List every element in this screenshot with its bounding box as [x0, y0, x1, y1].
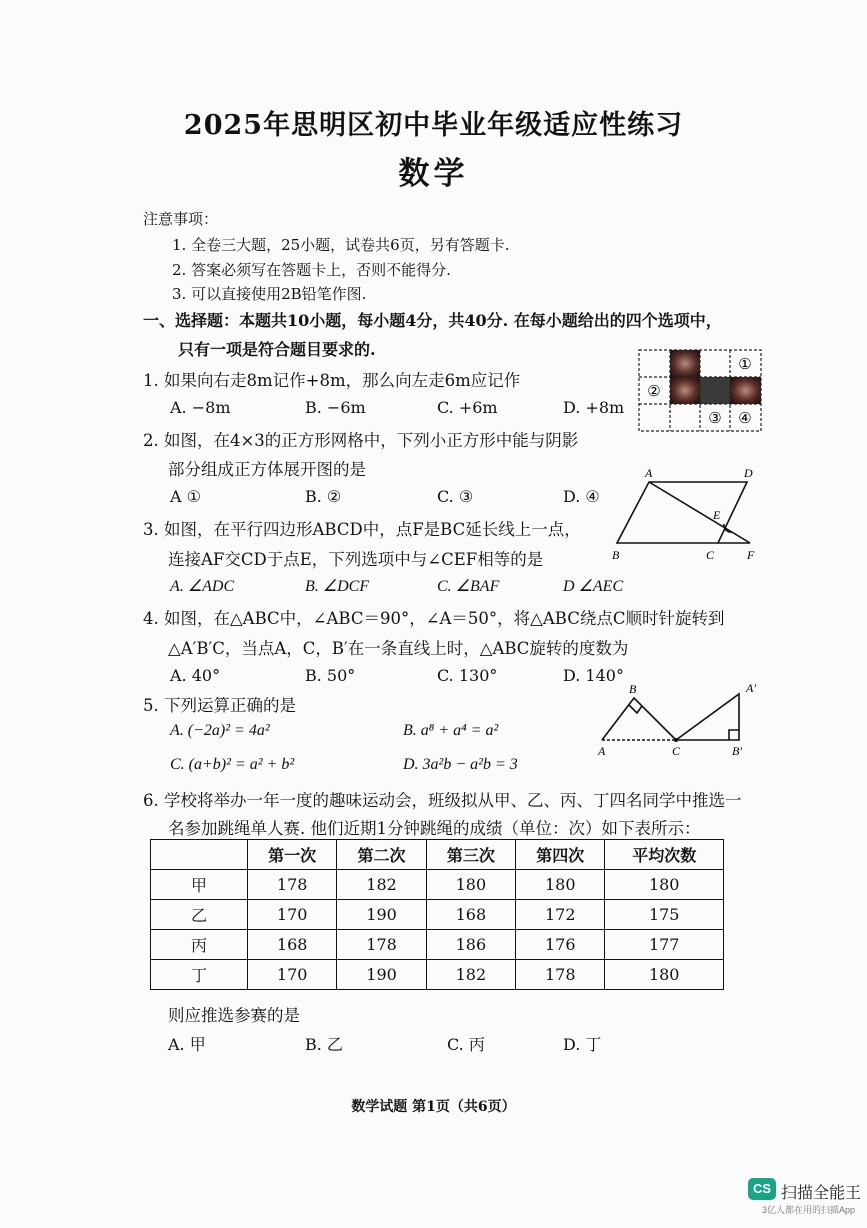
question-followup: 则应推选参赛的是 — [168, 1006, 300, 1025]
option-b: B. ② — [305, 487, 342, 506]
question-stem: 1. 如果向右走8m记作+8m，那么向左走6m应记作 — [143, 371, 521, 390]
table-cell: 190 — [337, 960, 426, 990]
table-cell: 180 — [605, 960, 724, 990]
table-cell: 190 — [337, 900, 426, 930]
option-a: A. (−2a)² = 4a² — [170, 722, 270, 739]
question-stem: 4. 如图，在△ABC中，∠ABC＝90°，∠A＝50°，将△ABC绕点C顺时针旋转到 — [143, 609, 725, 628]
point-label: C — [672, 744, 681, 758]
point-label: B′ — [732, 744, 742, 758]
option-d: D. +8m — [563, 398, 625, 417]
option-b: B. −6m — [305, 398, 366, 417]
option-d: D. 140° — [563, 666, 624, 685]
table-cell: 180 — [516, 870, 605, 900]
table-row — [151, 870, 724, 900]
shaded-square — [700, 377, 730, 404]
option-c: C. 丙 — [447, 1035, 485, 1054]
option-a: A ① — [170, 487, 201, 506]
table-row — [151, 900, 724, 930]
table-cell: 168 — [248, 930, 337, 960]
table-cell: 178 — [337, 930, 426, 960]
option-d: D ∠AEC — [563, 578, 624, 595]
table-cell: 172 — [516, 900, 605, 930]
watermark-name: 扫描全能王 — [781, 1185, 862, 1202]
question-stem: 3. 如图，在平行四边形ABCD中，点F是BC延长线上一点， — [143, 520, 581, 539]
section-heading-cont: 只有一项是符合题目要求的. — [178, 340, 376, 359]
table-cell: 丁 — [151, 960, 248, 990]
question-stem-cont: 部分组成正方体展开图的是 — [168, 460, 366, 479]
option-d: D. 丁 — [563, 1035, 602, 1054]
option-b: B. ∠DCF — [305, 578, 370, 595]
note-item: 3. 可以直接使用2B铅笔作图. — [172, 285, 367, 303]
table-cell: 乙 — [151, 900, 248, 930]
point-label: C — [706, 548, 715, 562]
option-a: A. ∠ADC — [170, 578, 235, 595]
page-footer: 数学试题 第1页（共6页） — [351, 1099, 516, 1115]
point-label: A′ — [746, 681, 756, 695]
question-stem-cont: 连接AF交CD于点E，下列选项中与∠CEF相等的是 — [168, 550, 544, 569]
table-cell: 180 — [605, 870, 724, 900]
point-label: B — [612, 548, 620, 562]
table-cell: 177 — [605, 930, 724, 960]
table-cell: 甲 — [151, 870, 248, 900]
table-header-cell: 平均次数 — [605, 840, 724, 870]
table-cell: 182 — [337, 870, 426, 900]
question-stem: 2. 如图，在4×3的正方形网格中，下列小正方形中能与阴影 — [143, 431, 579, 450]
note-item: 2. 答案必须写在答题卡上，否则不能得分. — [172, 261, 451, 279]
exam-title: 2025年思明区初中毕业年级适应性练习 — [183, 110, 684, 141]
section-heading: 一、选择题：本题共10小题，每小题4分，共40分. 在每小题给出的四个选项中， — [143, 311, 722, 330]
question-stem: 5. 下列运算正确的是 — [143, 696, 296, 715]
grid-label: ③ — [708, 411, 722, 427]
option-c: C. ③ — [437, 487, 474, 506]
note-item: 1. 全卷三大题，25小题，试卷共6页，另有答题卡. — [172, 236, 510, 254]
option-c: C. (a+b)² = a² + b² — [170, 756, 295, 773]
table-cell: 186 — [426, 930, 515, 960]
table-cell: 178 — [248, 870, 337, 900]
score-table — [150, 839, 724, 990]
point-label: A — [645, 466, 653, 480]
rotation-figure — [596, 680, 766, 760]
option-d: D. ④ — [563, 487, 600, 506]
table-cell: 170 — [248, 900, 337, 930]
point-label: D — [744, 466, 753, 480]
grid-label: ④ — [738, 411, 752, 427]
table-cell: 176 — [516, 930, 605, 960]
table-row — [151, 960, 724, 990]
option-c: C. ∠BAF — [437, 578, 500, 595]
table-cell: 175 — [605, 900, 724, 930]
table-header-cell — [151, 840, 248, 870]
point-label: F — [747, 548, 755, 562]
table-row — [151, 930, 724, 960]
point-label: A — [598, 744, 606, 758]
option-a: A. 40° — [170, 666, 221, 685]
table-header-cell: 第三次 — [426, 840, 515, 870]
option-a: A. −8m — [170, 398, 231, 417]
option-b: B. a⁸ + a⁴ = a² — [403, 722, 499, 739]
table-header-cell: 第二次 — [337, 840, 426, 870]
question-stem-cont: 名参加跳绳单人赛. 他们近期1分钟跳绳的成绩（单位：次）如下表所示： — [168, 819, 701, 838]
table-cell: 170 — [248, 960, 337, 990]
table-cell: 168 — [426, 900, 515, 930]
option-a: A. 甲 — [168, 1035, 206, 1054]
shaded-square — [670, 350, 700, 377]
point-label: B — [629, 682, 637, 696]
table-header-cell: 第四次 — [516, 840, 605, 870]
option-b: B. 乙 — [305, 1035, 343, 1054]
notes-heading: 注意事项： — [143, 210, 219, 228]
option-c: C. +6m — [437, 398, 498, 417]
question-stem: 6. 学校将举办一年一度的趣味运动会，班级拟从甲、乙、丙、丁四名同学中推选一 — [143, 791, 742, 810]
question-stem-cont: △A′B′C，当点A，C，B′在一条直线上时，△ABC旋转的度数为 — [168, 639, 629, 658]
option-b: B. 50° — [305, 666, 356, 685]
camscanner-logo-icon: CS — [748, 1178, 776, 1200]
shaded-square — [730, 377, 761, 404]
table-cell: 丙 — [151, 930, 248, 960]
table-cell: 178 — [516, 960, 605, 990]
table-cell: 180 — [426, 870, 515, 900]
watermark-tagline: 3亿人都在用的扫描App — [762, 1205, 856, 1215]
option-d: D. 3a²b − a²b = 3 — [403, 756, 518, 773]
shaded-square — [670, 377, 700, 404]
table-header-cell: 第一次 — [248, 840, 337, 870]
grid-figure — [638, 349, 764, 433]
point-label: E — [713, 508, 721, 522]
grid-label: ② — [647, 384, 661, 400]
subject-title: 数学 — [398, 156, 469, 192]
option-c: C. 130° — [437, 666, 498, 685]
table-cell: 182 — [426, 960, 515, 990]
parallelogram-figure — [605, 462, 765, 564]
table-header-row — [151, 840, 724, 870]
grid-label: ① — [738, 357, 752, 373]
